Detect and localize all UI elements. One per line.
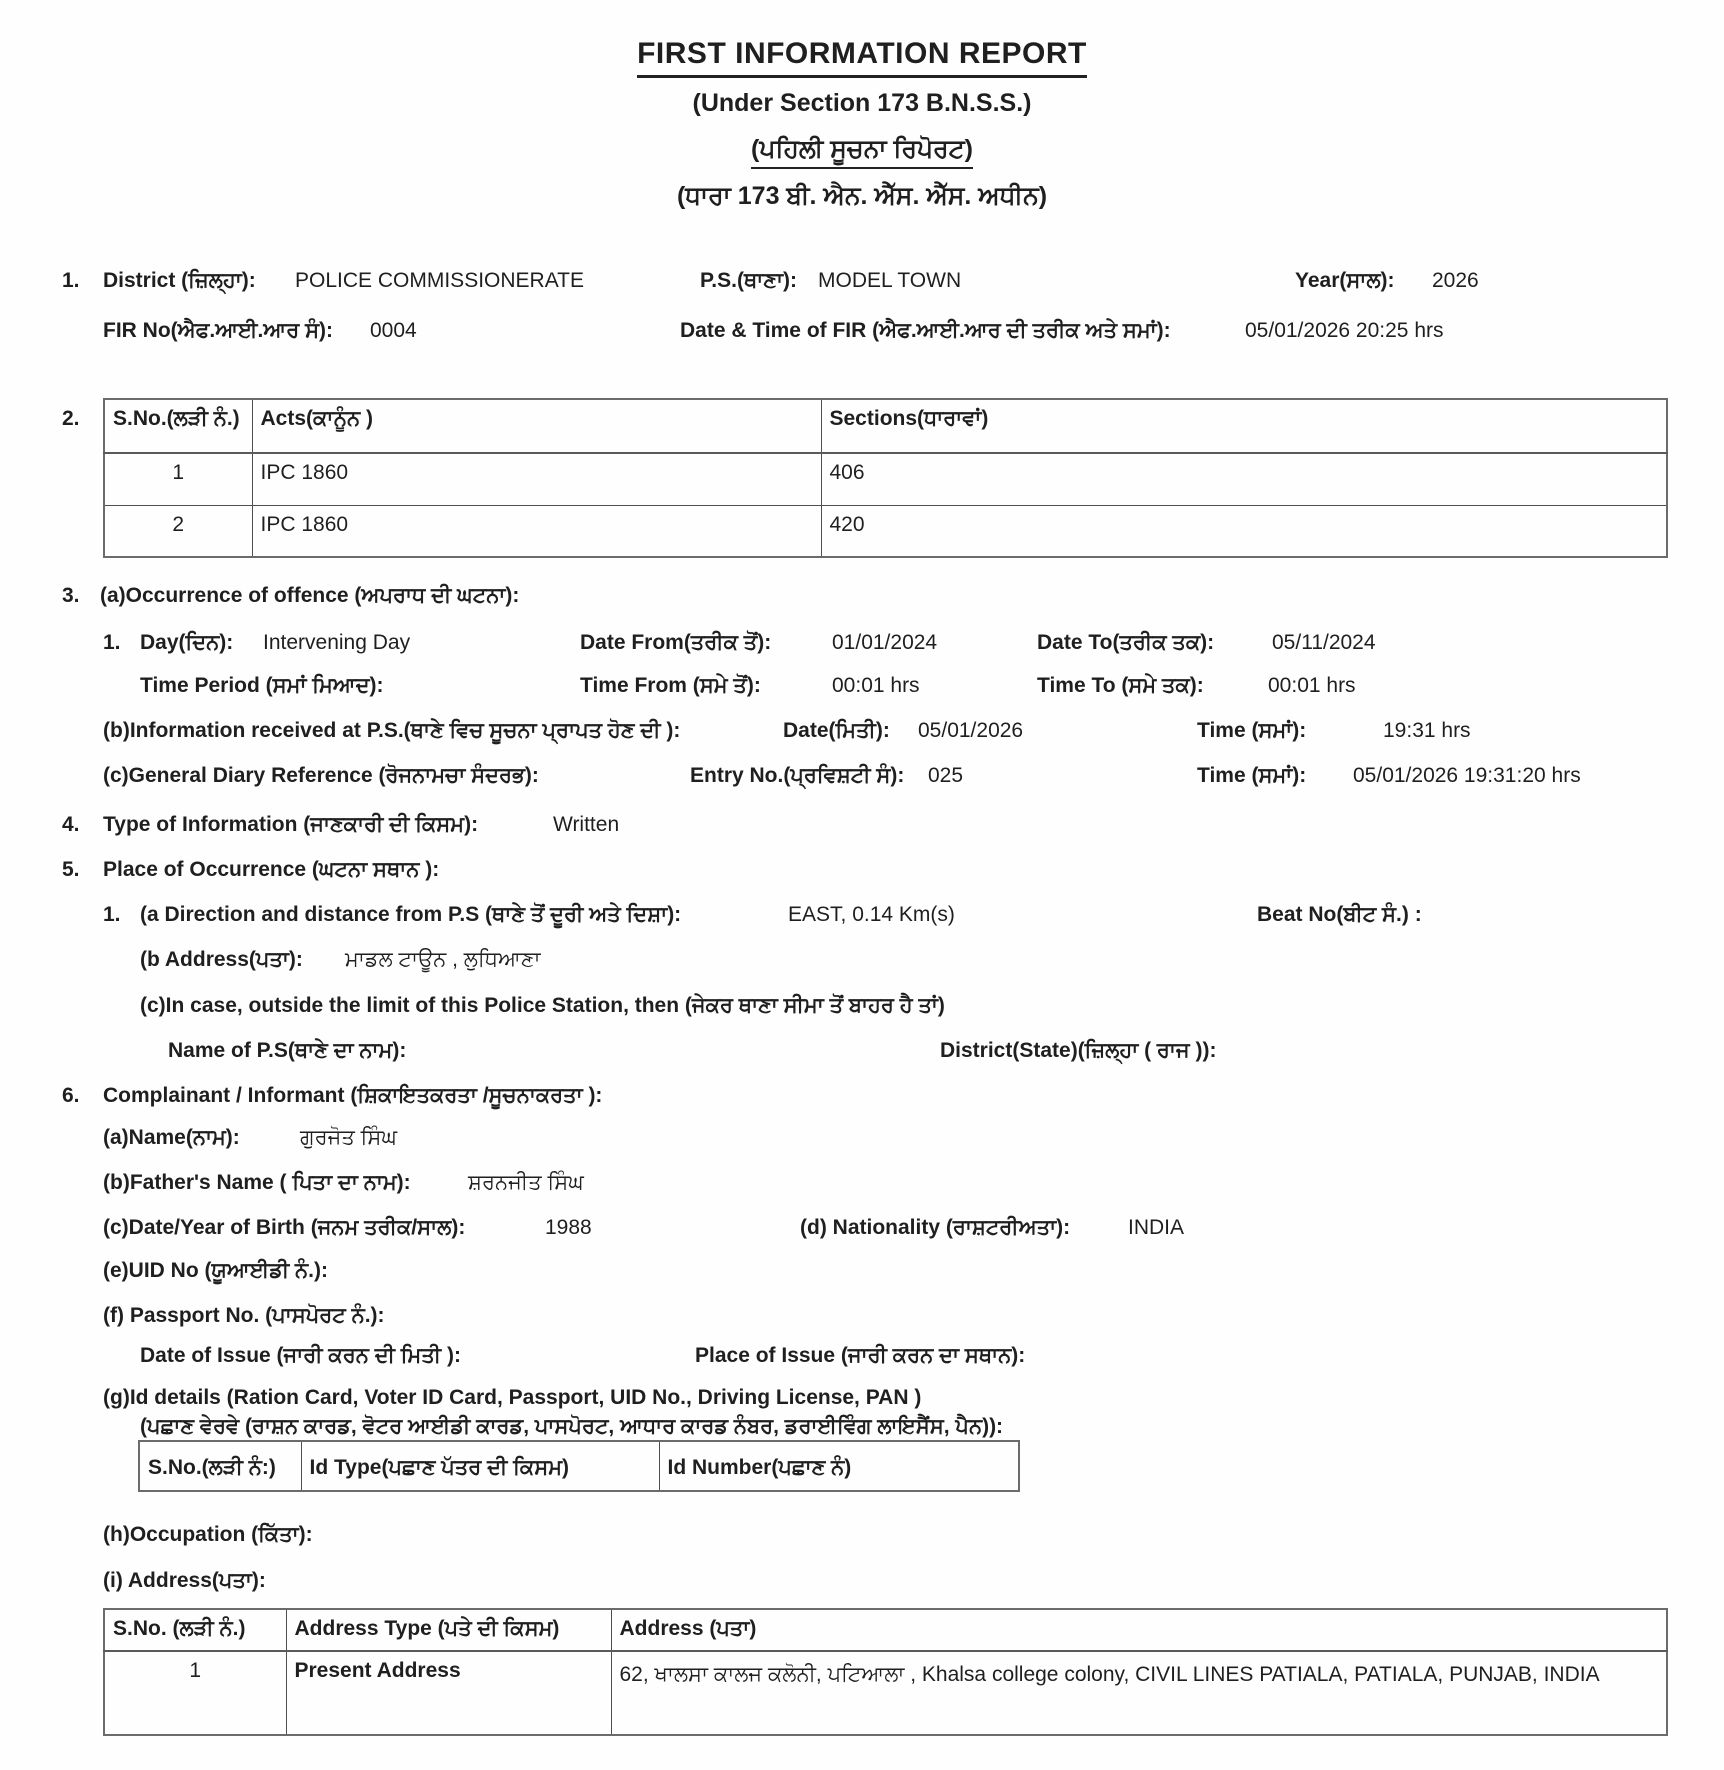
time-period-label: Time Period (ਸਮਾਂ ਮਿਆਦ):: [140, 674, 384, 697]
date-to-label: Date To(ਤਰੀਕ ਤਕ):: [1037, 631, 1215, 654]
occurrence-address-label: (b Address(ਪਤਾ):: [140, 948, 303, 971]
uid-label: (e)UID No (ਯੂਆਈਡੀ ਨੰ.):: [103, 1259, 328, 1282]
father-name-value: ਸ਼ਰਨਜੀਤ ਸਿੰਘ: [468, 1171, 584, 1194]
gd-entry-value: 025: [928, 764, 964, 787]
acts-row2-act: IPC 1860: [252, 505, 821, 557]
occupation-label: (h)Occupation (ਕਿੱਤਾ):: [103, 1523, 313, 1546]
address-label: (i) Address(ਪਤਾ):: [103, 1569, 266, 1592]
document-subtitle-punjabi: (ਧਾਰਾ 173 ਬੀ. ਐਨ. ਐੱਸ. ਐੱਸ. ਅਧੀਨ): [676, 182, 1048, 210]
address-row1-type: Present Address: [286, 1651, 611, 1735]
id-header-sno: S.No.(ਲੜੀ ਨੰ:): [139, 1441, 301, 1491]
acts-header-sno: S.No.(ਲੜੀ ਨੰ.): [104, 399, 252, 453]
acts-sections-table: [103, 398, 1668, 558]
info-received-label: (b)Information received at P.S.(ਥਾਣੇ ਵਿਚ ਸੂਚਨਾ ਪ੍ਰਾਪਤ ਹੋਣ ਦੀ ):: [103, 719, 681, 742]
info-date-value: 05/01/2026: [918, 719, 1024, 742]
complainant-label: Complainant / Informant (ਸ਼ਿਕਾਇਤਕਰਤਾ /ਸੂਚਨਾਕਰਤਾ ):: [103, 1084, 603, 1107]
direction-value: EAST, 0.14 Km(s): [788, 903, 955, 926]
document-subtitle-en: (Under Section 173 B.N.S.S.): [692, 89, 1032, 117]
ps-value: MODEL TOWN: [818, 269, 962, 292]
type-of-info-value: Written: [553, 813, 620, 836]
address-row1-value: 62, ਖਾਲਸਾ ਕਾਲਜ ਕਲੋਨੀ, ਪਟਿਆਲਾ , Khalsa college colony, CIVIL LINES PATIALA, PATIALA, PUNJAB, INDIA: [611, 1651, 1667, 1735]
district-value: POLICE COMMISSIONERATE: [295, 269, 584, 292]
info-date-label: Date(ਮਿਤੀ):: [783, 719, 890, 742]
time-from-value: 00:01 hrs: [832, 674, 920, 697]
occurrence-label: (a)Occurrence of offence (ਅਪਰਾਧ ਦੀ ਘਟਨਾ):: [100, 584, 520, 607]
day-line-number: 1.: [103, 631, 121, 654]
ps-name-label: Name of P.S(ਥਾਣੇ ਦਾ ਨਾਮ):: [168, 1039, 407, 1062]
place-label: Place of Occurrence (ਘਟਨਾ ਸਥਾਨ ):: [103, 858, 440, 881]
name-label: (a)Name(ਨਾਮ):: [103, 1126, 240, 1149]
fir-no-value: 0004: [370, 319, 417, 342]
item3-number: 3.: [62, 584, 80, 607]
acts-row1-act: IPC 1860: [252, 453, 821, 505]
date-from-label: Date From(ਤਰੀਕ ਤੋਂ):: [580, 631, 772, 654]
acts-row2-sno: 2: [104, 505, 252, 557]
document-title-text: FIRST INFORMATION REPORT: [637, 36, 1087, 78]
district-label: District (ਜ਼ਿਲ੍ਹਾ):: [103, 269, 256, 292]
year-label: Year(ਸਾਲ):: [1295, 269, 1395, 292]
day-value: Intervening Day: [263, 631, 411, 654]
address-table: [103, 1608, 1668, 1736]
fir-datetime-value: 05/01/2026 20:25 hrs: [1245, 319, 1444, 342]
id-details-label-punjabi: (ਪਛਾਣ ਵੇਰਵੇ (ਰਾਸ਼ਨ ਕਾਰਡ, ਵੋਟਰ ਆਈਡੀ ਕਾਰਡ, ਪਾਸਪੋਰਟ, ਆਧਾਰ ਕਾਰਡ ਨੰਬਰ, ਡਰਾਈਵਿੰਗ ਲਾਇਸੈਂਸ, ਪੈਨ)):: [140, 1415, 1004, 1438]
acts-row2-section: 420: [821, 505, 1667, 557]
name-value: ਗੁਰਜੋਤ ਸਿੰਘ: [300, 1126, 397, 1149]
fir-datetime-label: Date & Time of FIR (ਐਫ.ਆਈ.ਆਰ ਦੀ ਤਰੀਕ ਅਤੇ ਸਮਾਂ):: [680, 319, 1171, 342]
nationality-value: INDIA: [1128, 1216, 1185, 1239]
id-header-type: Id Type(ਪਛਾਣ ਪੱਤਰ ਦੀ ਕਿਸਮ): [301, 1441, 659, 1491]
info-time-label: Time (ਸਮਾਂ):: [1197, 719, 1307, 742]
id-details-table: [138, 1440, 1020, 1492]
gd-entry-label: Entry No.(ਪ੍ਰਵਿਸ਼ਟੀ ਸੰ):: [690, 764, 905, 787]
item2-number: 2.: [62, 407, 80, 430]
district-state-label: District(State)(ਜ਼ਿਲ੍ਹਾ ( ਰਾਜ )):: [940, 1039, 1217, 1062]
address-header-addr: Address (ਪਤਾ): [611, 1609, 1667, 1651]
acts-row1-section: 406: [821, 453, 1667, 505]
acts-row1-sno: 1: [104, 453, 252, 505]
date-to-value: 05/11/2024: [1272, 631, 1376, 654]
document-title-punjabi: [0, 134, 1724, 169]
id-header-number: Id Number(ਪਛਾਣ ਨੰ): [659, 1441, 1019, 1491]
gd-time-value: 05/01/2026 19:31:20 hrs: [1353, 764, 1581, 787]
gd-time-label: Time (ਸਮਾਂ):: [1197, 764, 1307, 787]
info-time-value: 19:31 hrs: [1383, 719, 1471, 742]
address-header-type: Address Type (ਪਤੇ ਦੀ ਕਿਸਮ): [286, 1609, 611, 1651]
birth-label: (c)Date/Year of Birth (ਜਨਮ ਤਰੀਕ/ਸਾਲ):: [103, 1216, 466, 1239]
time-to-label: Time To (ਸਮੇ ਤਕ):: [1037, 674, 1204, 697]
id-table-header-row: [139, 1441, 1019, 1491]
item6-number: 6.: [62, 1084, 80, 1107]
occurrence-address-value: ਮਾਡਲ ਟਾਊਨ , ਲੁਧਿਆਣਾ: [345, 948, 541, 971]
nationality-label: (d) Nationality (ਰਾਸ਼ਟਰੀਅਤਾ):: [800, 1216, 1071, 1239]
place-of-issue-label: Place of Issue (ਜਾਰੀ ਕਰਨ ਦਾ ਸਥਾਨ):: [695, 1344, 1026, 1367]
gd-reference-label: (c)General Diary Reference (ਰੋਜਨਾਮਚਾ ਸੰਦਰਭ):: [103, 764, 539, 787]
id-details-label: (g)Id details (Ration Card, Voter ID Card, Passport, UID No., Driving License, PAN ): [103, 1386, 922, 1409]
acts-table-row: [104, 505, 1667, 557]
item1-number: 1.: [62, 269, 80, 292]
document-title: [0, 36, 1724, 78]
direction-label: (a Direction and distance from P.S (ਥਾਣੇ ਤੋਂ ਦੂਰੀ ਅਤੇ ਦਿਸ਼ਾ):: [140, 903, 682, 926]
acts-table-header-row: [104, 399, 1667, 453]
document-title-punjabi-text: (ਪਹਿਲੀ ਸੂਚਨਾ ਰਿਪੋਰਟ): [751, 134, 973, 169]
outside-limit-label: (c)In case, outside the limit of this Police Station, then (ਜੇਕਰ ਥਾਣਾ ਸੀਮਾ ਤੋਂ ਬਾਹਰ ਹੈ ਤਾਂ): [140, 994, 945, 1017]
ps-label: P.S.(ਥਾਣਾ):: [700, 269, 797, 292]
time-to-value: 00:01 hrs: [1268, 674, 1356, 697]
birth-value: 1988: [545, 1216, 592, 1239]
father-name-label: (b)Father's Name ( ਪਿਤਾ ਦਾ ਨਾਮ):: [103, 1171, 411, 1194]
acts-header-acts: Acts(ਕਾਨੂੰਨ ): [252, 399, 821, 453]
day-label: Day(ਦਿਨ):: [140, 631, 234, 654]
beat-no-label: Beat No(ਬੀਟ ਸੰ.) :: [1257, 903, 1422, 926]
year-value: 2026: [1432, 269, 1479, 292]
acts-header-sections: Sections(ਧਾਰਾਵਾਂ): [821, 399, 1667, 453]
address-table-row: [104, 1651, 1667, 1735]
passport-label: (f) Passport No. (ਪਾਸਪੋਰਟ ਨੰ.):: [103, 1304, 385, 1327]
time-from-label: Time From (ਸਮੇ ਤੋਂ):: [580, 674, 761, 697]
place-sub-number: 1.: [103, 903, 121, 926]
address-header-sno: S.No. (ਲੜੀ ਨੰ.): [104, 1609, 286, 1651]
item5-number: 5.: [62, 858, 80, 881]
address-row1-sno: 1: [104, 1651, 286, 1735]
item4-number: 4.: [62, 813, 80, 836]
address-table-header-row: [104, 1609, 1667, 1651]
date-of-issue-label: Date of Issue (ਜਾਰੀ ਕਰਨ ਦੀ ਮਿਤੀ ):: [140, 1344, 461, 1367]
type-of-info-label: Type of Information (ਜਾਣਕਾਰੀ ਦੀ ਕਿਸਮ):: [103, 813, 479, 836]
date-from-value: 01/01/2024: [832, 631, 938, 654]
fir-no-label: FIR No(ਐਫ.ਆਈ.ਆਰ ਸੰ):: [103, 319, 334, 342]
acts-table-row: [104, 453, 1667, 505]
